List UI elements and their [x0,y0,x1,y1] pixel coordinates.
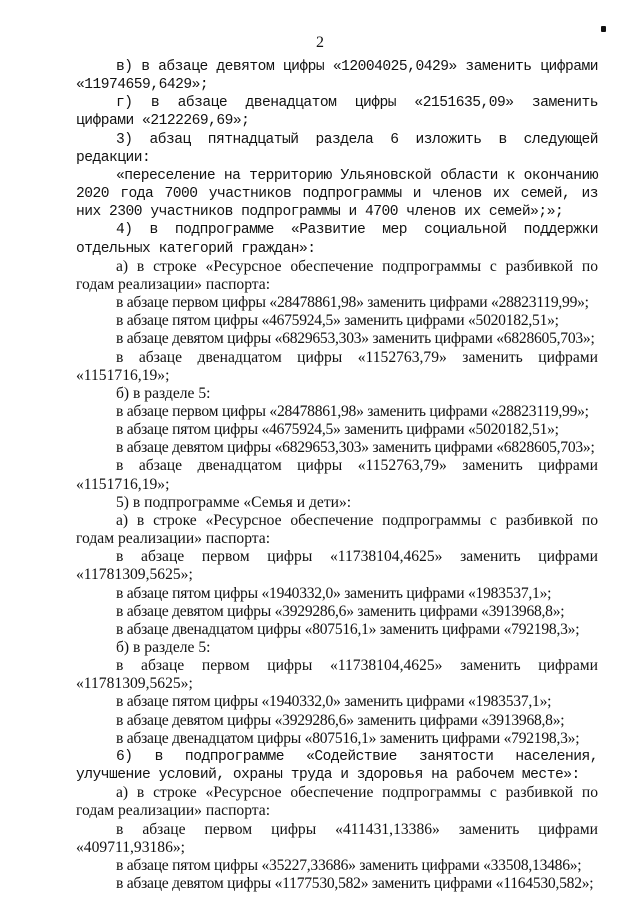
paragraph: в абзаце девятом цифры «3929286,6» заменить цифрами «3913968,8»; [116,711,565,729]
paragraph: в абзаце первом цифры «28478861,98» заменить цифрами «28823119,99»; [116,402,589,420]
paragraph: в абзаце девятом цифры «6829653,303» заменить цифрами «6828605,703»; [116,330,595,348]
paragraph: в абзаце девятом цифры «6829653,303» заменить цифрами «6828605,703»; [116,439,595,457]
paragraph: а) в строке «Ресурсное обеспечение подпрограммы с разбивкой по годам реализации» паспорта: [76,257,598,293]
paragraph: 5) в подпрограмме «Семья и дети»: [116,493,352,511]
paragraph: в абзаце двенадцатом цифры «1152763,79» заменить цифрами «1151716,19»; [76,348,598,384]
paragraph: а) в строке «Ресурсное обеспечение подпрограммы с разбивкой по годам реализации» паспорта: [76,511,598,548]
paragraph: 3) абзац пятнадцатый раздела 6 изложить в следующей редакции: [76,131,598,166]
paragraph: в) в абзаце девятом цифры «12004025,0429» заменить цифрами «11974659,6429»; [76,59,598,94]
paragraph: а) в строке «Ресурсное обеспечение подпрограммы с разбивкой по годам реализации» паспорта: [76,784,598,820]
paragraph: в абзаце двенадцатом цифры «807516,1» заменить цифрами «792198,3»; [116,729,580,747]
paragraph: в абзаце пятом цифры «4675924,5» заменить цифрами «5020182,51»; [116,421,559,439]
paragraph: г) в абзаце двенадцатом цифры «2151635,09» заменить цифрами «2122269,69»; [76,95,598,130]
paragraph: в абзаце первом цифры «11738104,4625» заменить цифрами «11781309,5625»; [76,548,598,584]
paragraph: в абзаце первом цифры «11738104,4625» заменить цифрами «11781309,5625»; [76,657,598,693]
paragraph: в абзаце двенадцатом цифры «1152763,79» заменить цифрами «1151716,19»; [76,457,598,493]
paragraph: 4) в подпрограмме «Развитие мер социальной поддержки отдельных категорий граждан»: [76,222,598,257]
paragraph: в абзаце первом цифры «28478861,98» заменить цифрами «28823119,99»; [116,294,589,312]
paragraph: б) в разделе 5: [116,384,211,402]
paragraph: 6) в подпрограмме «Содействие занятости населения, улучшение условий, охраны труда и здоровья на рабочем месте»: [76,748,598,784]
corner-ink-mark [601,26,606,32]
paragraph: в абзаце пятом цифры «1940332,0» заменить цифрами «1983537,1»; [116,584,552,602]
paragraph: в абзаце пятом цифры «1940332,0» заменить цифрами «1983537,1»; [116,693,552,711]
paragraph: в абзаце первом цифры «411431,13386» заменить цифрами «409711,93186»; [76,820,598,856]
paragraph: в абзаце девятом цифры «1177530,582» заменить цифрами «1164530,582»; [116,875,594,893]
paragraph: в абзаце девятом цифры «3929286,6» заменить цифрами «3913968,8»; [116,602,565,620]
paragraph: в абзаце пятом цифры «35227,33686» заменить цифрами «33508,13486»; [116,856,582,874]
paragraph: в абзаце двенадцатом цифры «807516,1» заменить цифрами «792198,3»; [116,620,580,638]
page-number: 2 [316,34,324,51]
document-body [76,58,598,893]
paragraph: «переселение на территорию Ульяновской области к окончанию 2020 года 7000 участников подпрограммы и членов их семей, из них 2300 участников подпрограммы и 4700 членов их семей»;»; [76,167,598,221]
paragraph: б) в разделе 5: [116,639,211,656]
paragraph: в абзаце пятом цифры «4675924,5» заменить цифрами «5020182,51»; [116,312,559,330]
